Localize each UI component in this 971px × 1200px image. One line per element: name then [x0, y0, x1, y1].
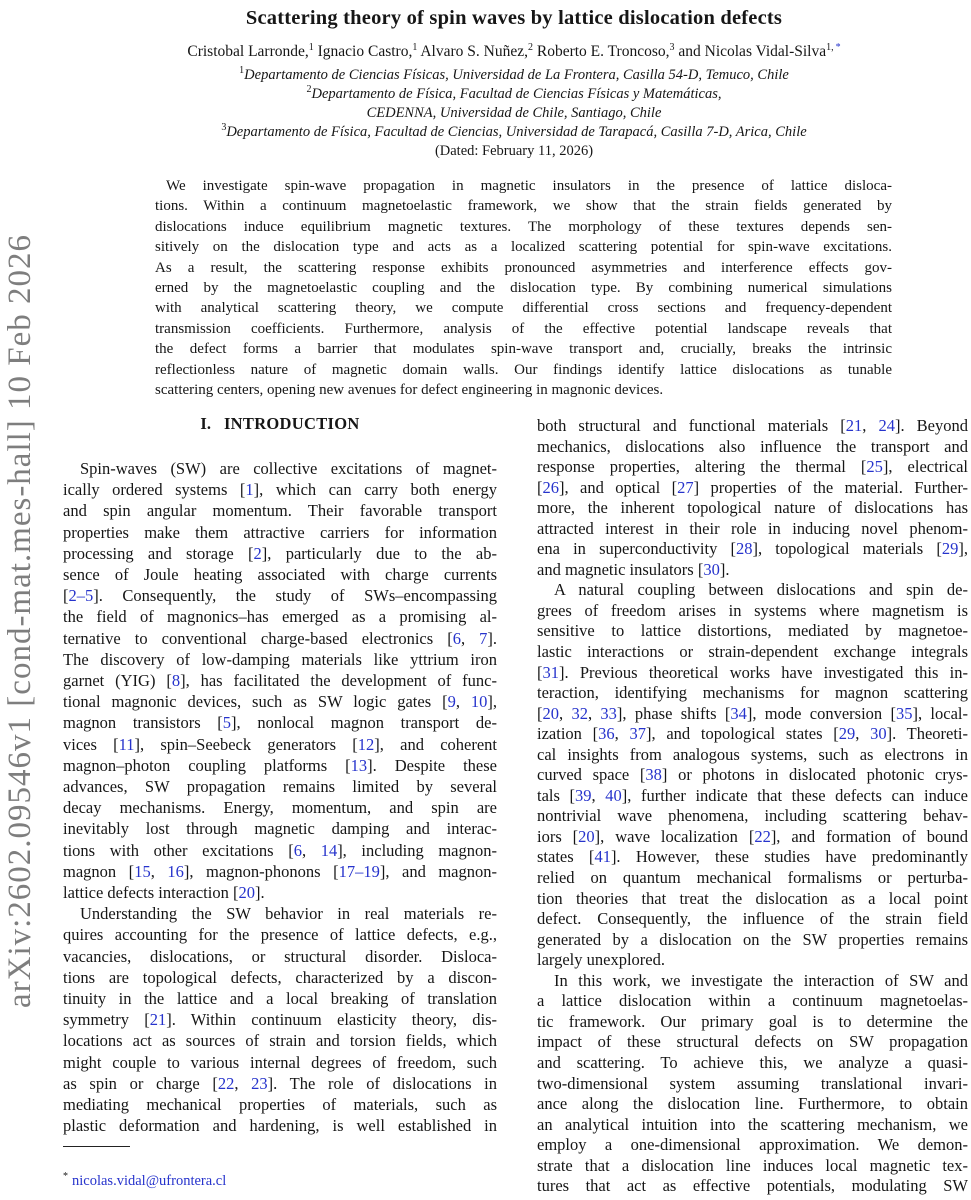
- citation-link[interactable]: 13: [350, 755, 368, 775]
- citation-link[interactable]: 15: [134, 861, 151, 881]
- citation-link[interactable]: 36: [598, 724, 615, 744]
- text-line: sence of Joule heating associated with charge currents: [63, 565, 497, 585]
- citation-link[interactable]: 5: [222, 713, 232, 733]
- text-line: ically ordered systems [1], which can carry both energy: [63, 480, 497, 500]
- author-name: Cristobal Larronde,: [187, 43, 309, 60]
- citation-link[interactable]: 29: [941, 539, 959, 559]
- text-line: ization [36, 37], and topological states [29, 30]. Theoreti-: [537, 724, 969, 744]
- citation-link[interactable]: 17–19: [338, 861, 380, 881]
- citation-link[interactable]: 20: [238, 883, 255, 903]
- abstract-line: erned by the magnetoelastic coupling and the dislocation type. By combining numerical simulations: [155, 280, 892, 297]
- author-affiliation-mark: 1: [308, 41, 314, 53]
- text-line: tic framework. Our primary goal is to determine the: [537, 1011, 968, 1031]
- arxiv-watermark: arXiv:2602.09546v1 [cond-mat.mes-hall] 10 Feb 2026: [2, 233, 38, 1009]
- citation-link[interactable]: 30: [703, 559, 720, 579]
- text-line: garnet (YIG) [8], has facilitated the development of func-: [63, 671, 497, 691]
- author-name: Alvaro S. Nuñez,: [420, 43, 528, 60]
- text-line: vacancies, dislocations, or structural disorder. Disloca-: [63, 946, 497, 966]
- citation-link[interactable]: 21: [845, 416, 863, 435]
- author-name: Roberto E. Troncoso,: [536, 43, 670, 60]
- citation-link[interactable]: 26: [542, 477, 559, 497]
- text-line: grees of freedom arises in systems where magnetism is: [537, 600, 968, 620]
- text-line: iors [20], wave localization [22], and formation of bound: [537, 826, 968, 846]
- text-line: tures that act as effective potentials, modulating SW: [537, 1176, 968, 1196]
- citation-link[interactable]: 33: [600, 703, 617, 723]
- citation-link[interactable]: 32: [571, 703, 588, 723]
- text-line: cal insights from analogous systems, such as electrons in: [537, 744, 968, 764]
- text-line: ternative to conventional charge-based electronics [6, 7].: [63, 628, 497, 648]
- text-line: ance along the dislocation line. Furthermore, to obtain: [537, 1094, 968, 1114]
- text-line: impact of these structural defects on SW propagation: [537, 1032, 968, 1052]
- text-line: decay mechanisms. Energy, momentum, and spin are: [63, 798, 497, 818]
- text-line: tions with other excitations [6, 14], including magnon-: [63, 840, 497, 860]
- text-line: response properties, altering the thermal [25], electrical: [537, 457, 968, 477]
- text-line: [31]. Previous theoretical works have investigated this in-: [537, 662, 968, 682]
- citation-link[interactable]: 41: [594, 847, 611, 867]
- text-line: Understanding the SW behavior in real materials re-: [80, 904, 497, 924]
- text-line: tional magnonic devices, such as SW logic gates [9, 10],: [63, 692, 497, 712]
- paper-title: Scattering theory of spin waves by lattice dislocation defects: [245, 7, 783, 29]
- email-link[interactable]: nicolas.vidal@ufrontera.cl: [72, 1173, 227, 1189]
- abstract-line: the defect forms a barrier that modulates spin-wave transport and, crucially, breaks the intrinsic: [155, 341, 892, 358]
- citation-link[interactable]: 7: [479, 628, 488, 648]
- text-line: two-dimensional system assuming translational invari-: [537, 1073, 968, 1093]
- paper-header: [60, 0, 968, 161]
- citation-link[interactable]: 11: [118, 734, 135, 754]
- citation-link[interactable]: 20: [542, 703, 559, 723]
- text-line: employ a one-dimensional approximation. We demon-: [537, 1135, 968, 1155]
- abstract-line: reflectionless nature of magnetic domain walls. Our findings identify lattice dislocations as tunable: [155, 361, 892, 378]
- citation-link[interactable]: 10: [470, 692, 488, 712]
- dated-line: (Dated: February 11, 2026): [434, 143, 594, 159]
- text-line: teraction, identifying mechanisms for magnon scattering: [537, 683, 968, 703]
- section-title: INTRODUCTION: [223, 414, 360, 433]
- text-line: tions are topological defects, characterized by a discon-: [63, 967, 497, 987]
- citation-link[interactable]: 21: [149, 1010, 167, 1030]
- text-line: curved space [38] or photons in dislocated photonic crys-: [537, 765, 969, 785]
- affiliation-line: $^3$Departamento de Física, Facultad de Ciencias, Universidad de Tarapacá, Casilla 7-D, Arica, Chile: [221, 122, 807, 140]
- citation-link[interactable]: 31: [542, 662, 559, 682]
- citation-link[interactable]: 38: [645, 765, 662, 785]
- citation-link[interactable]: 25: [866, 457, 883, 477]
- text-line: [26], and optical [27] properties of the material. Further-: [537, 477, 968, 497]
- text-line: advances, SW propagation remains limited by several: [63, 777, 497, 797]
- text-line: ena in superconductivity [28], topological materials [29],: [537, 539, 968, 559]
- citation-link[interactable]: 29: [838, 724, 856, 744]
- text-line: attracted interest in their role in inducing novel phenom-: [537, 518, 968, 538]
- text-line: lastic interactions or strain-dependent exchange integrals: [537, 642, 968, 662]
- citation-link[interactable]: 28: [736, 539, 753, 559]
- text-line: nontrivial wave phenomena, including scattering behav-: [537, 806, 968, 826]
- citation-link[interactable]: 14: [320, 840, 338, 860]
- citation-link[interactable]: 24: [878, 416, 895, 435]
- corresponding-author-star[interactable]: *: [835, 41, 841, 53]
- text-line: magnon–photon coupling platforms [13]. Despite these: [63, 755, 497, 775]
- citation-link[interactable]: 6: [293, 840, 302, 860]
- abstract-line: transmission coefficients. Furthermore, analysis of the effective potential landscape reveals that: [155, 320, 892, 337]
- text-line: strate that a dislocation line induces local magnetic tex-: [537, 1155, 968, 1175]
- text-line: locations act as sources of strain and torsion fields, which: [63, 1031, 497, 1051]
- abstract-line: tions. Within a continuum magnetoelastic framework, we show that the strain fields generated by: [155, 198, 892, 215]
- text-line: inevitably lost through magnetic damping and interac-: [63, 819, 497, 839]
- text-line: mechanics, dislocations also influence the transport and: [537, 436, 968, 456]
- text-line: more, the inherent topological nature of dislocations has: [537, 498, 968, 518]
- text-line: largely unexplored.: [537, 950, 665, 970]
- citation-link[interactable]: 40: [605, 785, 622, 805]
- text-line: relied on quantum mechanical formalisms or perturba-: [537, 868, 968, 888]
- text-line: and spin angular momentum. Their favorable transport: [63, 501, 497, 521]
- text-line: symmetry [21]. Within continuum elasticity theory, dis-: [63, 1010, 497, 1030]
- left-column: [63, 415, 497, 1137]
- citation-link[interactable]: 12: [357, 734, 375, 754]
- abstract-line: scattering centers, opening new avenues for defect engineering in magnonic devices.: [155, 382, 664, 399]
- section-number: I.: [200, 414, 211, 433]
- citation-link[interactable]: 9: [447, 692, 456, 712]
- citation-link[interactable]: 2–5: [68, 586, 94, 606]
- citation-link[interactable]: 35: [895, 703, 913, 723]
- text-line: a lattice dislocation within a continuum magnetoelas-: [537, 991, 968, 1011]
- section-heading: [63, 415, 497, 433]
- affiliation-line: $^2$Departamento de Física, Facultad de Ciencias Físicas y Matemáticas,: [306, 84, 722, 102]
- text-line: defect. Consequently, the influence of the strain field: [537, 909, 968, 929]
- text-line: A natural coupling between dislocations and spin de-: [554, 580, 968, 600]
- affiliations: [60, 66, 968, 142]
- affiliation-line: $^1$Departamento de Ciencias Físicas, Universidad de La Frontera, Casilla 54-D, Temuco, Chile: [239, 65, 789, 83]
- text-line: might couple to various internal degrees of freedom, such: [63, 1052, 497, 1072]
- right-column: [537, 416, 968, 1197]
- citation-link[interactable]: 34: [730, 703, 747, 723]
- text-line: quires accounting for the presence of lattice defects, e.g.,: [63, 925, 497, 945]
- citation-link[interactable]: 1: [245, 480, 254, 500]
- text-line: lattice defects interaction [20].: [63, 883, 265, 903]
- text-line: properties make them attractive carriers for information: [63, 522, 497, 542]
- text-line: In this work, we investigate the interaction of SW and: [554, 970, 968, 990]
- footnote-marker: *: [63, 1171, 68, 1183]
- citation-link[interactable]: 6: [452, 628, 461, 648]
- text-line: magnon transistors [5], nonlocal magnon transport de-: [63, 713, 497, 733]
- citation-link[interactable]: 20: [578, 826, 595, 846]
- citation-link[interactable]: 22: [754, 826, 771, 846]
- abstract-line: We investigate spin-wave propagation in magnetic insulators in the presence of lattice disloca-: [166, 178, 892, 194]
- text-line: the field of magnonics–has emerged as a promising al-: [63, 607, 497, 627]
- text-line: tals [39, 40], further indicate that these defects can induce: [537, 785, 968, 805]
- text-line: tinuity in the lattice and a local breaking of translation: [63, 989, 497, 1009]
- text-line: both structural and functional materials [21, 24]. Beyond: [537, 416, 968, 435]
- text-line: generated by a dislocation on the SW properties remains: [537, 929, 968, 949]
- abstract-line: As a result, the scattering response exhibits pronounced asymmetries and interference effects gov-: [155, 259, 892, 276]
- citation-link[interactable]: 22: [217, 1073, 235, 1093]
- text-line: mediating mechanical properties of materials, such as: [63, 1095, 497, 1115]
- citation-link[interactable]: 8: [171, 671, 181, 691]
- text-line: magnon [15, 16], magnon-phonons [17–19], and magnon-: [63, 861, 497, 881]
- footnote: [63, 1146, 497, 1190]
- citation-link[interactable]: 37: [629, 724, 646, 744]
- text-line: The discovery of low-damping materials like yttrium iron: [63, 649, 497, 669]
- citation-link[interactable]: 30: [870, 724, 887, 744]
- citation-link[interactable]: 39: [575, 785, 592, 805]
- author-line: Cristobal Larronde,$^1$ Ignacio Castro,$^1$ Alvaro S. Nuñez,$^2$ Roberto E. Troncoso,$^3$ and Nicolas Vidal-Silva$^{1, *}$: [187, 41, 841, 60]
- footnote-rule: [63, 1146, 130, 1147]
- author-affiliation-mark: 2: [527, 41, 533, 53]
- text-line: sensitive to lattice distortions, mediated by magnetoe-: [537, 621, 968, 641]
- text-line: Spin-waves (SW) are collective excitations of magnet-: [80, 459, 497, 478]
- author-name: Nicolas Vidal-Silva: [704, 43, 827, 60]
- abstract-line: dislocations induce equilibrium magnetic textures. The morphology of these textures depends sen-: [155, 218, 892, 235]
- abstract-line: with analytical scattering theory, we compute differential cross sections and frequency-dependent: [155, 300, 892, 317]
- citation-link[interactable]: 27: [677, 477, 694, 497]
- text-line: and scattering. To achieve this, we analyze a quasi-: [537, 1052, 968, 1072]
- text-line: an analytical intuition into the scattering mechanism, we: [537, 1114, 968, 1134]
- author-affiliation-mark: 3: [669, 41, 675, 53]
- text-line: [2–5]. Consequently, the study of SWs–encompassing: [63, 586, 497, 606]
- abstract-line: sitively on the dislocation type and acts as a localized scattering potential for spin-wave excitations.: [155, 239, 892, 256]
- citation-link[interactable]: 23: [251, 1073, 268, 1093]
- text-line: as spin or charge [22, 23]. The role of dislocations in: [63, 1073, 498, 1093]
- citation-link[interactable]: 2: [253, 543, 262, 563]
- text-line: and magnetic insulators [30].: [537, 559, 730, 579]
- text-line: [20, 32, 33], phase shifts [34], mode conversion [35], local-: [537, 703, 968, 723]
- author-affiliation-mark: 1: [412, 41, 418, 53]
- text-line: tion theories that treat the dislocation as a local point: [537, 888, 968, 908]
- text-line: plastic deformation and hardening, is well established in: [63, 1116, 497, 1136]
- author-affiliation-mark: 1, *: [826, 41, 841, 53]
- citation-link[interactable]: 16: [167, 861, 184, 881]
- affiliation-line: CEDENNA, Universidad de Chile, Santiago, Chile: [366, 105, 662, 121]
- footnote-line: [63, 1173, 497, 1190]
- text-line: vices [11], spin–Seebeck generators [12], and coherent: [63, 734, 498, 754]
- abstract: [155, 176, 892, 400]
- text-line: states [41]. However, these studies have predominantly: [537, 847, 968, 867]
- text-line: processing and storage [2], particularly due to the ab-: [63, 543, 497, 563]
- author-name: Ignacio Castro,: [317, 43, 413, 60]
